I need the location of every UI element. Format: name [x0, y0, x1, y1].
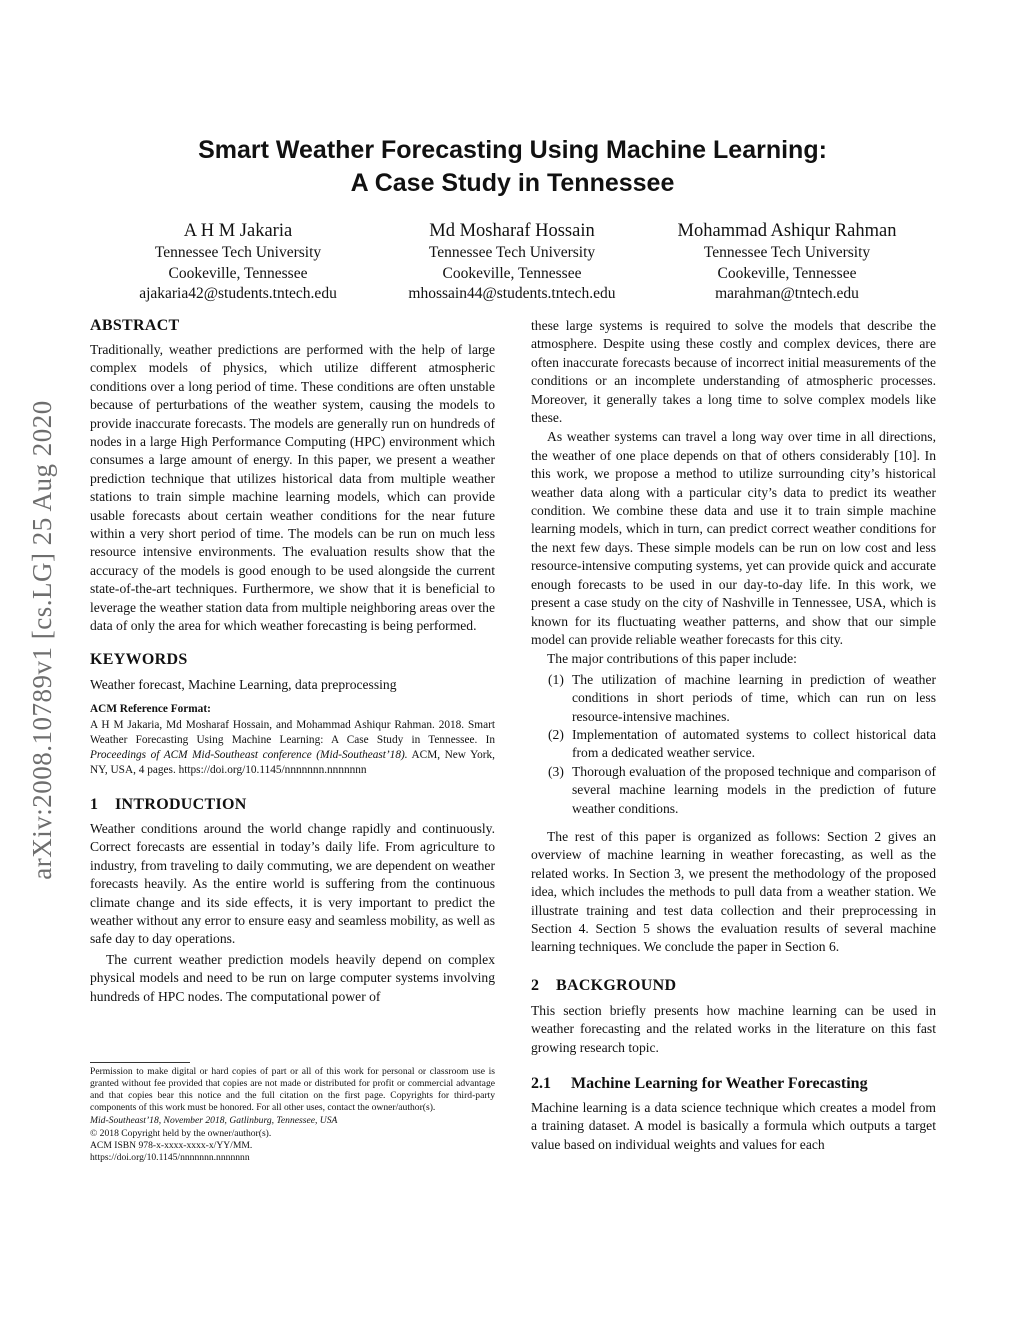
author-affiliation: Tennessee Tech University [154, 244, 322, 261]
intro-paragraph-3: As weather systems can travel a long way over time in all directions, the weather of one place depends on that of others considerably [10]. In this work, we propose a method to utilize surrounding city’s historical weather data along with a particular city’s data to predict its weather condition. We combine these data and use it to train simple machine learning models, which in turn, can predict correct weather conditions for the next few days. These simple models can be run on low cost and less resource-intensive computing systems, yet can provide quick and accurate enough forecasts to be used in our day-to-day life. In this work, we present a case study on the city of Nashville in Tennessee, USA, which is known for its fluctuating weather patterns, and show that our simple model can provide reliable weather forecasts for this city. [531, 429, 936, 647]
acm-reference-publisher: ACM, New York, NY, USA, 4 pages. https://doi.org/10.1145/nnnnnnn.nnnnnnn [90, 748, 496, 776]
copyright-line: © 2018 Copyright held by the owner/author(s). [90, 1128, 272, 1139]
intro-paragraph-1: Weather conditions around the world change rapidly and continuously. Correct forecasts are essential in today’s daily life. From agriculture to industry, from traveling to daily commuting, we are dependent on weather forecasts heavily. As the entire world is suffering from the continuous climate change and its side effects, it is very important to predict the weather without any error to ensure easy and seamless mobility, as well as safe day to day operations. [90, 820, 495, 947]
author-block-1 [103, 220, 373, 305]
keywords-text: Weather forecast, Machine Learning, data preprocessing [90, 676, 397, 692]
intro-continued-paragraph: these large systems is required to solve the models that describe the atmosphere. Despite using these costly and complex devices, there are often inaccurate forecasts because of incorrect initial measurements of the conditions or an incomplete understanding of atmospheric processes. Moreover, it generally takes a long time to solve complex models like these. [531, 318, 936, 426]
abstract-heading: ABSTRACT [90, 317, 180, 334]
intro-heading [90, 795, 495, 815]
author-location: Cookeville, Tennessee [717, 264, 857, 282]
footnote-divider [90, 1062, 190, 1063]
acm-reference-heading: ACM Reference Format: [90, 702, 211, 715]
conference-info: Mid-Southeast’18, November 2018, Gatlinburg, Tennessee, USA [90, 1115, 338, 1126]
right-column [531, 317, 936, 1154]
list-item-text: Implementation of automated systems to collect historical data from a dedicated weather service. [572, 726, 936, 761]
subsection-number: 2.1 [531, 1075, 551, 1093]
acm-reference-proceedings: Proceedings of ACM Mid-Southeast conference (Mid-Southeast’18). [90, 748, 408, 761]
doi-line: https://doi.org/10.1145/nnnnnnn.nnnnnnn [90, 1152, 250, 1163]
list-item-text: Thorough evaluation of the proposed technique and comparison of several machine learning models in the prediction of future weather conditions. [572, 763, 936, 816]
title-line-1: Smart Weather Forecasting Using Machine Learning: [198, 136, 827, 164]
list-item-number: (3) [548, 763, 564, 779]
background-heading [531, 976, 936, 996]
author-name: A H M Jakaria [183, 221, 293, 241]
list-item-text: The utilization of machine learning in prediction of weather conditions in short periods of time, which can run on less resource-intensive machines. [572, 671, 936, 724]
background-text: This section briefly presents how machine learning can be used in weather forecasting and the related works in the literature on this fast growing research topic. [531, 1002, 936, 1055]
subsection-title: Machine Learning for Weather Forecasting [571, 1075, 868, 1093]
intro-section-title: INTRODUCTION [115, 795, 247, 813]
list-item-number: (2) [548, 726, 564, 742]
author-block-2 [377, 220, 647, 305]
permission-notice: Permission to make digital or hard copies of part or all of this work for personal or classroom use is granted without fee provided that copies are not made or distributed for profit or commercial advantage and that copies bear this notice and the full citation on the first page. Copyrights for third-party components of this work must be honored. For all other uses, contact the owner/author(s). [90, 1066, 495, 1113]
subsection-heading [531, 1074, 936, 1094]
abstract-text: Traditionally, weather predictions are performed with the help of large complex models of physics, which utilize different atmospheric conditions over a long period of time. These conditions are often unstable because of perturbations of the weather system, causing the models to provide inaccurate forecasts. The models are generally run on hundreds of nodes in a large High Performance Computing (HPC) environment which consumes a large amount of energy. In this paper, we present a weather prediction technique that utilizes historical data from multiple weather stations to train simple machine learning models, which can provide usable forecasts about certain weather conditions for the near future within a very short period of time. The models can be run on much less resource intensive environments. The evaluation results show that the accuracy of the models is good enough to be used alongside the current state-of-the-art techniques. Furthermore, we show that it is beneficial to leverage the weather station data from multiple neighboring areas over the data of only the area for which weather forecasting is being performed. [90, 342, 495, 634]
title-line-2: A Case Study in Tennessee [350, 169, 675, 197]
author-affiliation: Tennessee Tech University [703, 244, 871, 261]
arxiv-side-stamp [25, 300, 60, 980]
left-column [90, 316, 495, 1006]
intro-paragraph-2: The current weather prediction models heavily depend on complex physical models and need to be run on large computer systems involving hundreds of HPC nodes. The computational power of [90, 951, 495, 1004]
isbn-line: ACM ISBN 978-x-xxxx-xxxx-x/YY/MM. [90, 1140, 253, 1151]
background-section-number: 2 [531, 976, 540, 994]
copyright-footnote [90, 1066, 495, 1164]
list-item [531, 726, 936, 763]
subsection-text: Machine learning is a data science technique which creates a model from a training dataset. A model is basically a formula which outputs a target value based on individual weights and values for each [531, 1100, 936, 1152]
background-section-title: BACKGROUND [556, 976, 677, 994]
author-name: Mohammad Ashiqur Rahman [677, 221, 897, 241]
organization-paragraph: The rest of this paper is organized as follows: Section 2 gives an overview of machine learning in weather forecasting, as well as the related works. In Section 3, we present the methodology of the proposed idea, which includes the methods to pull data from a weather station. We illustrate training and test data collection and their preprocessing in Section 4. Section 5 shows the evaluation results of several machine learning techniques. We conclude the paper in Section 6. [531, 828, 936, 955]
contributions-intro: The major contributions of this paper include: [547, 651, 797, 667]
paper-title [90, 134, 935, 200]
acm-reference-authors: A H M Jakaria, Md Mosharaf Hossain, and Mohammad Ashiqur Rahman. 2018. Smart Weather Forecasting Using Machine Learning: A Case Study in Tennessee. In [90, 718, 495, 746]
acm-reference-text [90, 718, 495, 778]
author-affiliation: Tennessee Tech University [428, 244, 596, 261]
author-email: ajakaria42@students.tntech.edu [139, 285, 337, 302]
author-location: Cookeville, Tennessee [442, 264, 582, 282]
list-item [531, 763, 936, 818]
author-email: mhossain44@students.tntech.edu [408, 285, 616, 302]
list-item [531, 671, 936, 726]
intro-section-number: 1 [90, 795, 99, 813]
list-item-number: (1) [548, 671, 564, 687]
author-block-3 [652, 220, 922, 305]
author-email: marahman@tntech.edu [715, 285, 859, 302]
keywords-heading: KEYWORDS [90, 650, 188, 668]
author-location: Cookeville, Tennessee [168, 264, 308, 282]
arxiv-stamp-text: arXiv:2008.10789v1 [cs.LG] 25 Aug 2020 [27, 400, 57, 880]
author-name: Md Mosharaf Hossain [429, 221, 595, 241]
contributions-list [531, 671, 936, 818]
